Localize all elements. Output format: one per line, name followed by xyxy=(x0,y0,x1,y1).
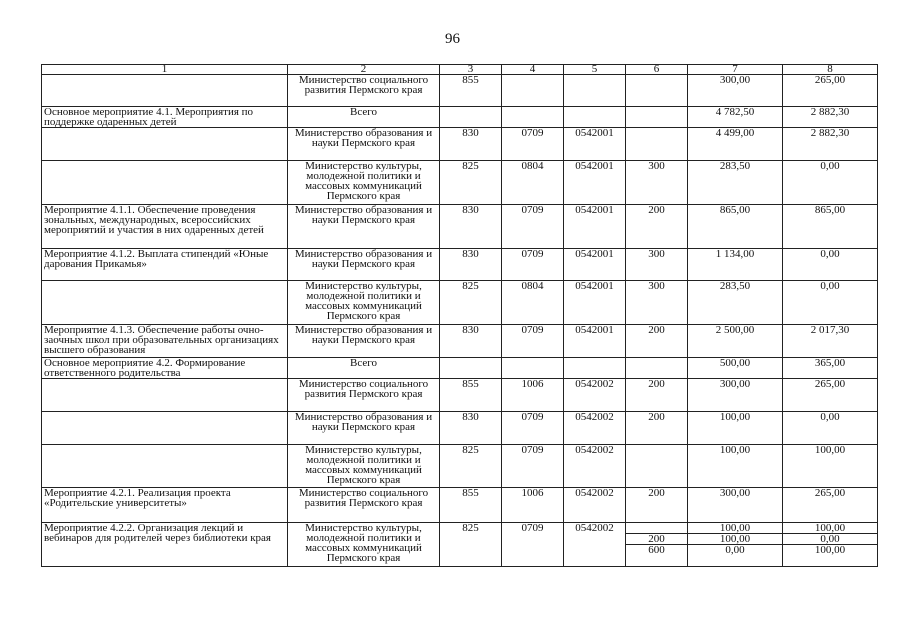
expense-type-cell xyxy=(626,523,688,567)
admin-code-cell: 825 xyxy=(440,281,502,325)
target-article-cell: 0542002 xyxy=(564,412,626,445)
actual-amount-cell: 2 882,30 xyxy=(783,107,878,128)
budget-table xyxy=(41,64,878,567)
actual-amount-cell: 0,00 xyxy=(783,249,878,281)
table-row xyxy=(42,281,878,325)
actual-amount-cell: 265,00 xyxy=(783,379,878,412)
plan-amount-cell: 300,00 xyxy=(688,379,783,412)
section-code-cell xyxy=(502,358,564,379)
actual-amount-cell: 265,00 xyxy=(783,75,878,107)
sub-value: 600 xyxy=(648,544,665,556)
target-article-cell: 0542002 xyxy=(564,523,626,567)
expense-type-cell xyxy=(626,107,688,128)
target-article-cell: 0542001 xyxy=(564,325,626,358)
admin-code-cell: 825 xyxy=(440,161,502,205)
activity-cell: Основное мероприятие 4.1. Мероприятия по поддержке одаренных детей xyxy=(42,107,288,128)
activity-cell xyxy=(42,75,288,107)
section-code-cell xyxy=(502,75,564,107)
table-row xyxy=(42,107,878,128)
plan-amount-cell: 4 499,00 xyxy=(688,128,783,161)
executor-cell: Министерство социального развития Пермского края xyxy=(288,488,440,523)
activity-cell xyxy=(42,379,288,412)
plan-amount-cell: 865,00 xyxy=(688,205,783,249)
expense-type-cell xyxy=(626,75,688,107)
executor-cell: Министерство культуры, молодежной политики и массовых коммуникаций Пермского края xyxy=(288,523,440,567)
plan-amount-cell: 500,00 xyxy=(688,358,783,379)
plan-amount-cell: 100,00 xyxy=(688,445,783,488)
table-row xyxy=(42,523,878,567)
admin-code-cell: 830 xyxy=(440,325,502,358)
sub-value: 100,00 xyxy=(688,523,782,534)
table-row xyxy=(42,161,878,205)
target-article-cell: 0542002 xyxy=(564,445,626,488)
table-row xyxy=(42,128,878,161)
activity-cell xyxy=(42,412,288,445)
sub-value: 0,00 xyxy=(725,544,745,556)
expense-type-cell xyxy=(626,128,688,161)
actual-amount-cell: 2 882,30 xyxy=(783,128,878,161)
executor-cell: Министерство социального развития Пермского края xyxy=(288,75,440,107)
expense-type-cell: 300 xyxy=(626,281,688,325)
table-row xyxy=(42,205,878,249)
actual-amount-cell: 265,00 xyxy=(783,488,878,523)
table-row xyxy=(42,412,878,445)
plan-amount-cell: 100,00 xyxy=(688,412,783,445)
page-number: 96 xyxy=(445,31,460,47)
plan-amount-cell: 300,00 xyxy=(688,488,783,523)
table-row xyxy=(42,358,878,379)
plan-amount-cell: 283,50 xyxy=(688,281,783,325)
column-header: 1 xyxy=(42,65,288,75)
column-header: 8 xyxy=(783,65,878,75)
target-article-cell: 0542001 xyxy=(564,161,626,205)
actual-amount-cell: 0,00 xyxy=(783,161,878,205)
expense-type-cell xyxy=(626,445,688,488)
target-article-cell: 0542001 xyxy=(564,249,626,281)
section-code-cell: 1006 xyxy=(502,379,564,412)
executor-cell: Министерство образования и науки Пермского края xyxy=(288,249,440,281)
actual-amount-cell: 865,00 xyxy=(783,205,878,249)
target-article-cell xyxy=(564,358,626,379)
activity-cell: Мероприятие 4.1.3. Обеспечение работы очно-заочных школ при образовательных организациях высшего образования xyxy=(42,325,288,358)
plan-amount-cell: 1 134,00 xyxy=(688,249,783,281)
section-code-cell: 1006 xyxy=(502,488,564,523)
actual-amount-cell: 100,00 xyxy=(783,445,878,488)
section-code-cell: 0709 xyxy=(502,412,564,445)
admin-code-cell: 855 xyxy=(440,488,502,523)
column-header: 4 xyxy=(502,65,564,75)
column-header: 5 xyxy=(564,65,626,75)
table-row xyxy=(42,249,878,281)
activity-cell xyxy=(42,445,288,488)
actual-amount-cell: 0,00 xyxy=(783,412,878,445)
actual-amount-cell: 2 017,30 xyxy=(783,325,878,358)
activity-cell xyxy=(42,161,288,205)
plan-amount-cell: 2 500,00 xyxy=(688,325,783,358)
executor-cell: Министерство образования и науки Пермского края xyxy=(288,325,440,358)
admin-code-cell: 830 xyxy=(440,205,502,249)
column-header: 2 xyxy=(288,65,440,75)
admin-code-cell: 830 xyxy=(440,128,502,161)
expense-type-cell: 200 xyxy=(626,379,688,412)
expense-type-cell: 200 xyxy=(626,488,688,523)
activity-cell: Мероприятие 4.1.2. Выплата стипендий «Юные дарования Прикамья» xyxy=(42,249,288,281)
expense-type-cell: 200 xyxy=(626,205,688,249)
table-row xyxy=(42,379,878,412)
executor-cell: Министерство культуры, молодежной политики и массовых коммуникаций Пермского края xyxy=(288,161,440,205)
activity-cell: Мероприятие 4.2.1. Реализация проекта «Родительские университеты» xyxy=(42,488,288,523)
executor-cell: Всего xyxy=(288,358,440,379)
target-article-cell: 0542002 xyxy=(564,379,626,412)
actual-amount-cell xyxy=(783,523,878,567)
executor-cell: Министерство социального развития Пермского края xyxy=(288,379,440,412)
sub-value: 200 xyxy=(626,534,687,545)
target-article-cell: 0542001 xyxy=(564,205,626,249)
sub-value: 100,00 xyxy=(814,544,846,556)
target-article-cell: 0542001 xyxy=(564,128,626,161)
section-code-cell: 0709 xyxy=(502,249,564,281)
admin-code-cell xyxy=(440,107,502,128)
admin-code-cell: 830 xyxy=(440,249,502,281)
admin-code-cell: 825 xyxy=(440,523,502,567)
plan-amount-cell xyxy=(688,523,783,567)
table-row xyxy=(42,488,878,523)
section-code-cell: 0804 xyxy=(502,281,564,325)
target-article-cell: 0542001 xyxy=(564,281,626,325)
section-code-cell xyxy=(502,107,564,128)
expense-type-cell: 300 xyxy=(626,161,688,205)
executor-cell: Министерство образования и науки Пермского края xyxy=(288,205,440,249)
target-article-cell: 0542002 xyxy=(564,488,626,523)
column-number-row xyxy=(42,65,878,75)
section-code-cell: 0709 xyxy=(502,523,564,567)
column-header: 7 xyxy=(688,65,783,75)
column-header: 6 xyxy=(626,65,688,75)
plan-amount-cell: 283,50 xyxy=(688,161,783,205)
table-body xyxy=(42,75,878,567)
sub-value: 0,00 xyxy=(783,534,877,545)
section-code-cell: 0709 xyxy=(502,325,564,358)
admin-code-cell: 830 xyxy=(440,412,502,445)
section-code-cell: 0709 xyxy=(502,445,564,488)
plan-amount-cell: 4 782,50 xyxy=(688,107,783,128)
plan-amount-cell: 300,00 xyxy=(688,75,783,107)
admin-code-cell: 855 xyxy=(440,75,502,107)
section-code-cell: 0709 xyxy=(502,205,564,249)
admin-code-cell xyxy=(440,358,502,379)
executor-cell: Всего xyxy=(288,107,440,128)
expense-type-cell: 200 xyxy=(626,325,688,358)
activity-cell: Мероприятие 4.2.2. Организация лекций и вебинаров для родителей через библиотеки края xyxy=(42,523,288,567)
expense-type-cell xyxy=(626,358,688,379)
section-code-cell: 0804 xyxy=(502,161,564,205)
admin-code-cell: 855 xyxy=(440,379,502,412)
target-article-cell xyxy=(564,107,626,128)
table-row xyxy=(42,325,878,358)
activity-cell: Основное мероприятие 4.2. Формирование ответственного родительства xyxy=(42,358,288,379)
actual-amount-cell: 0,00 xyxy=(783,281,878,325)
target-article-cell xyxy=(564,75,626,107)
table-row xyxy=(42,75,878,107)
executor-cell: Министерство образования и науки Пермского края xyxy=(288,128,440,161)
activity-cell xyxy=(42,128,288,161)
section-code-cell: 0709 xyxy=(502,128,564,161)
executor-cell: Министерство образования и науки Пермского края xyxy=(288,412,440,445)
activity-cell: Мероприятие 4.1.1. Обеспечение проведения зональных, международных, всероссийских мероприятий и участия в них одаренных детей xyxy=(42,205,288,249)
expense-type-cell: 200 xyxy=(626,412,688,445)
actual-amount-cell: 365,00 xyxy=(783,358,878,379)
executor-cell: Министерство культуры, молодежной политики и массовых коммуникаций Пермского края xyxy=(288,445,440,488)
column-header: 3 xyxy=(440,65,502,75)
admin-code-cell: 825 xyxy=(440,445,502,488)
expense-type-cell: 300 xyxy=(626,249,688,281)
executor-cell: Министерство культуры, молодежной политики и массовых коммуникаций Пермского края xyxy=(288,281,440,325)
sub-value: 100,00 xyxy=(783,523,877,534)
activity-cell xyxy=(42,281,288,325)
sub-value: 100,00 xyxy=(688,534,782,545)
table-row xyxy=(42,445,878,488)
